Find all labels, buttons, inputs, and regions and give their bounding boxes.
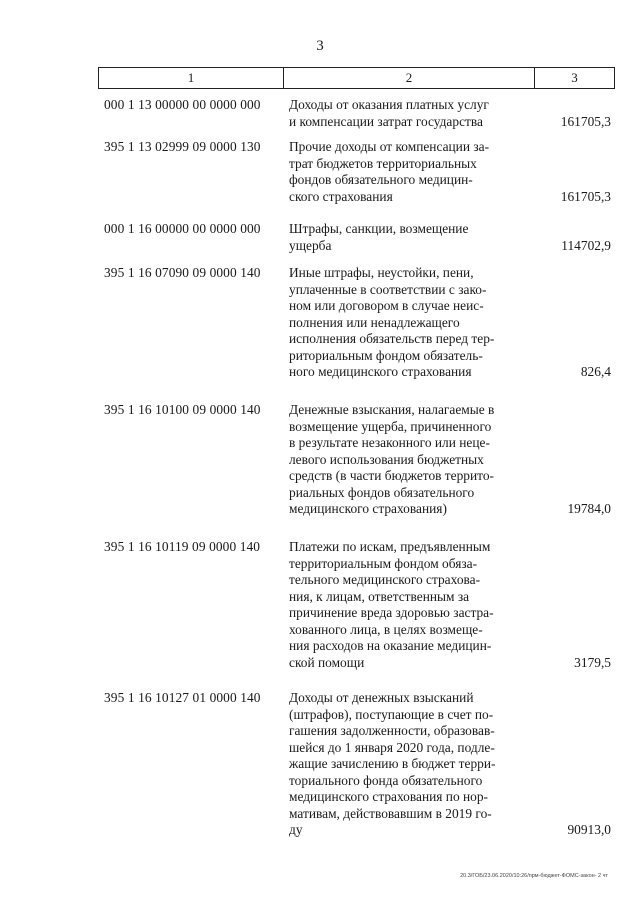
name-line: (штрафов), поступающие в счет по- (289, 706, 494, 722)
name-line: ториального фонда обязательного (289, 772, 483, 788)
name-line: ского страхования (289, 188, 393, 204)
amount: 826,4 (580, 364, 611, 379)
budget-code: 395 1 16 07090 09 0000 140 (104, 265, 261, 280)
income-name (289, 690, 517, 839)
budget-code: 395 1 13 02999 09 0000 130 (104, 139, 261, 154)
name-line: трат бюджетов территориальных (289, 155, 477, 171)
name-line: хованного лица, в целях возмеще- (289, 621, 483, 637)
name-line: полнения или ненадлежащего (289, 314, 460, 330)
name-line: ской помощи (289, 654, 365, 670)
budget-code: 395 1 16 10127 01 0000 140 (104, 690, 261, 705)
name-line: и компенсации затрат государства (289, 113, 483, 129)
name-line: тельного медицинского страхова- (289, 572, 481, 587)
name-line: риториальным фондом обязатель- (289, 347, 483, 363)
budget-code: 000 1 16 00000 00 0000 000 (104, 221, 261, 236)
header-col-3: 3 (571, 70, 578, 85)
name-line: ния, к лицам, ответственным за (289, 588, 470, 604)
amount: 3179,5 (574, 654, 611, 670)
amount: 161705,3 (560, 113, 611, 129)
name-line: Прочие доходы от компенсации за- (289, 139, 490, 154)
name-line: левого использования бюджетных (289, 451, 484, 467)
name-line: Денежные взыскания, налагаемые в (289, 402, 495, 417)
income-name (289, 539, 517, 671)
name-line: медицинского страхования по нор- (289, 789, 489, 804)
name-line: Платежи по искам, предъявленным (289, 539, 491, 554)
budget-code: 000 1 13 00000 00 0000 000 (104, 97, 261, 112)
income-name (289, 139, 517, 205)
footer-stamp: 20.3/ГОБ/23.06.2020/10:26/прм-бюджет-ФОМС-закон- 2 чт (460, 873, 608, 879)
name-line: ного медицинского страхования (289, 364, 472, 379)
name-line: жащие зачислению в бюджет терри- (289, 756, 496, 771)
name-line: ду (289, 822, 303, 837)
name-line: Штрафы, санкции, возмещение (289, 221, 469, 236)
name-line: уплаченные в соответствии с зако- (289, 281, 487, 297)
income-name (289, 221, 517, 254)
amount: 90913,0 (567, 822, 611, 837)
income-name (289, 97, 517, 130)
name-line: ния расходов на оказание медицин- (289, 638, 492, 653)
table-header (98, 67, 615, 89)
page-number: 3 (316, 38, 324, 54)
name-line: возмещение ущерба, причиненного (289, 418, 492, 434)
amount: 161705,3 (560, 188, 611, 204)
budget-code: 395 1 16 10100 09 0000 140 (104, 402, 261, 417)
name-line: исполнения обязательств перед тер- (289, 331, 495, 346)
name-line: мативам, действовавшим в 2019 го- (289, 805, 492, 821)
name-line: шейся до 1 января 2020 года, подле- (289, 739, 495, 755)
name-line: в результате незаконного или неце- (289, 435, 490, 450)
name-line: гашения задолженности, образовав- (289, 723, 495, 738)
name-line: средств (в части бюджетов террито- (289, 468, 494, 483)
income-name (289, 265, 517, 381)
name-line: Доходы от денежных взысканий (289, 690, 474, 705)
amount: 19784,0 (567, 501, 611, 516)
name-line: медицинского страхования) (289, 501, 447, 516)
name-line: Иные штрафы, неустойки, пени, (289, 265, 474, 280)
header-col-1: 1 (99, 68, 284, 88)
name-line: территориальным фондом обяза- (289, 555, 478, 571)
name-line: причинение вреда здоровью застра- (289, 605, 494, 620)
income-name (289, 402, 517, 518)
name-line: ном или договором в случае неис- (289, 298, 484, 313)
header-col-2: 2 (284, 68, 535, 88)
name-line: риальных фондов обязательного (289, 484, 475, 500)
name-line: фондов обязательного медицин- (289, 172, 473, 187)
amount: 114702,9 (561, 237, 611, 253)
name-line: Доходы от оказания платных услуг (289, 97, 489, 112)
name-line: ущерба (289, 237, 332, 253)
budget-code: 395 1 16 10119 09 0000 140 (104, 539, 261, 554)
